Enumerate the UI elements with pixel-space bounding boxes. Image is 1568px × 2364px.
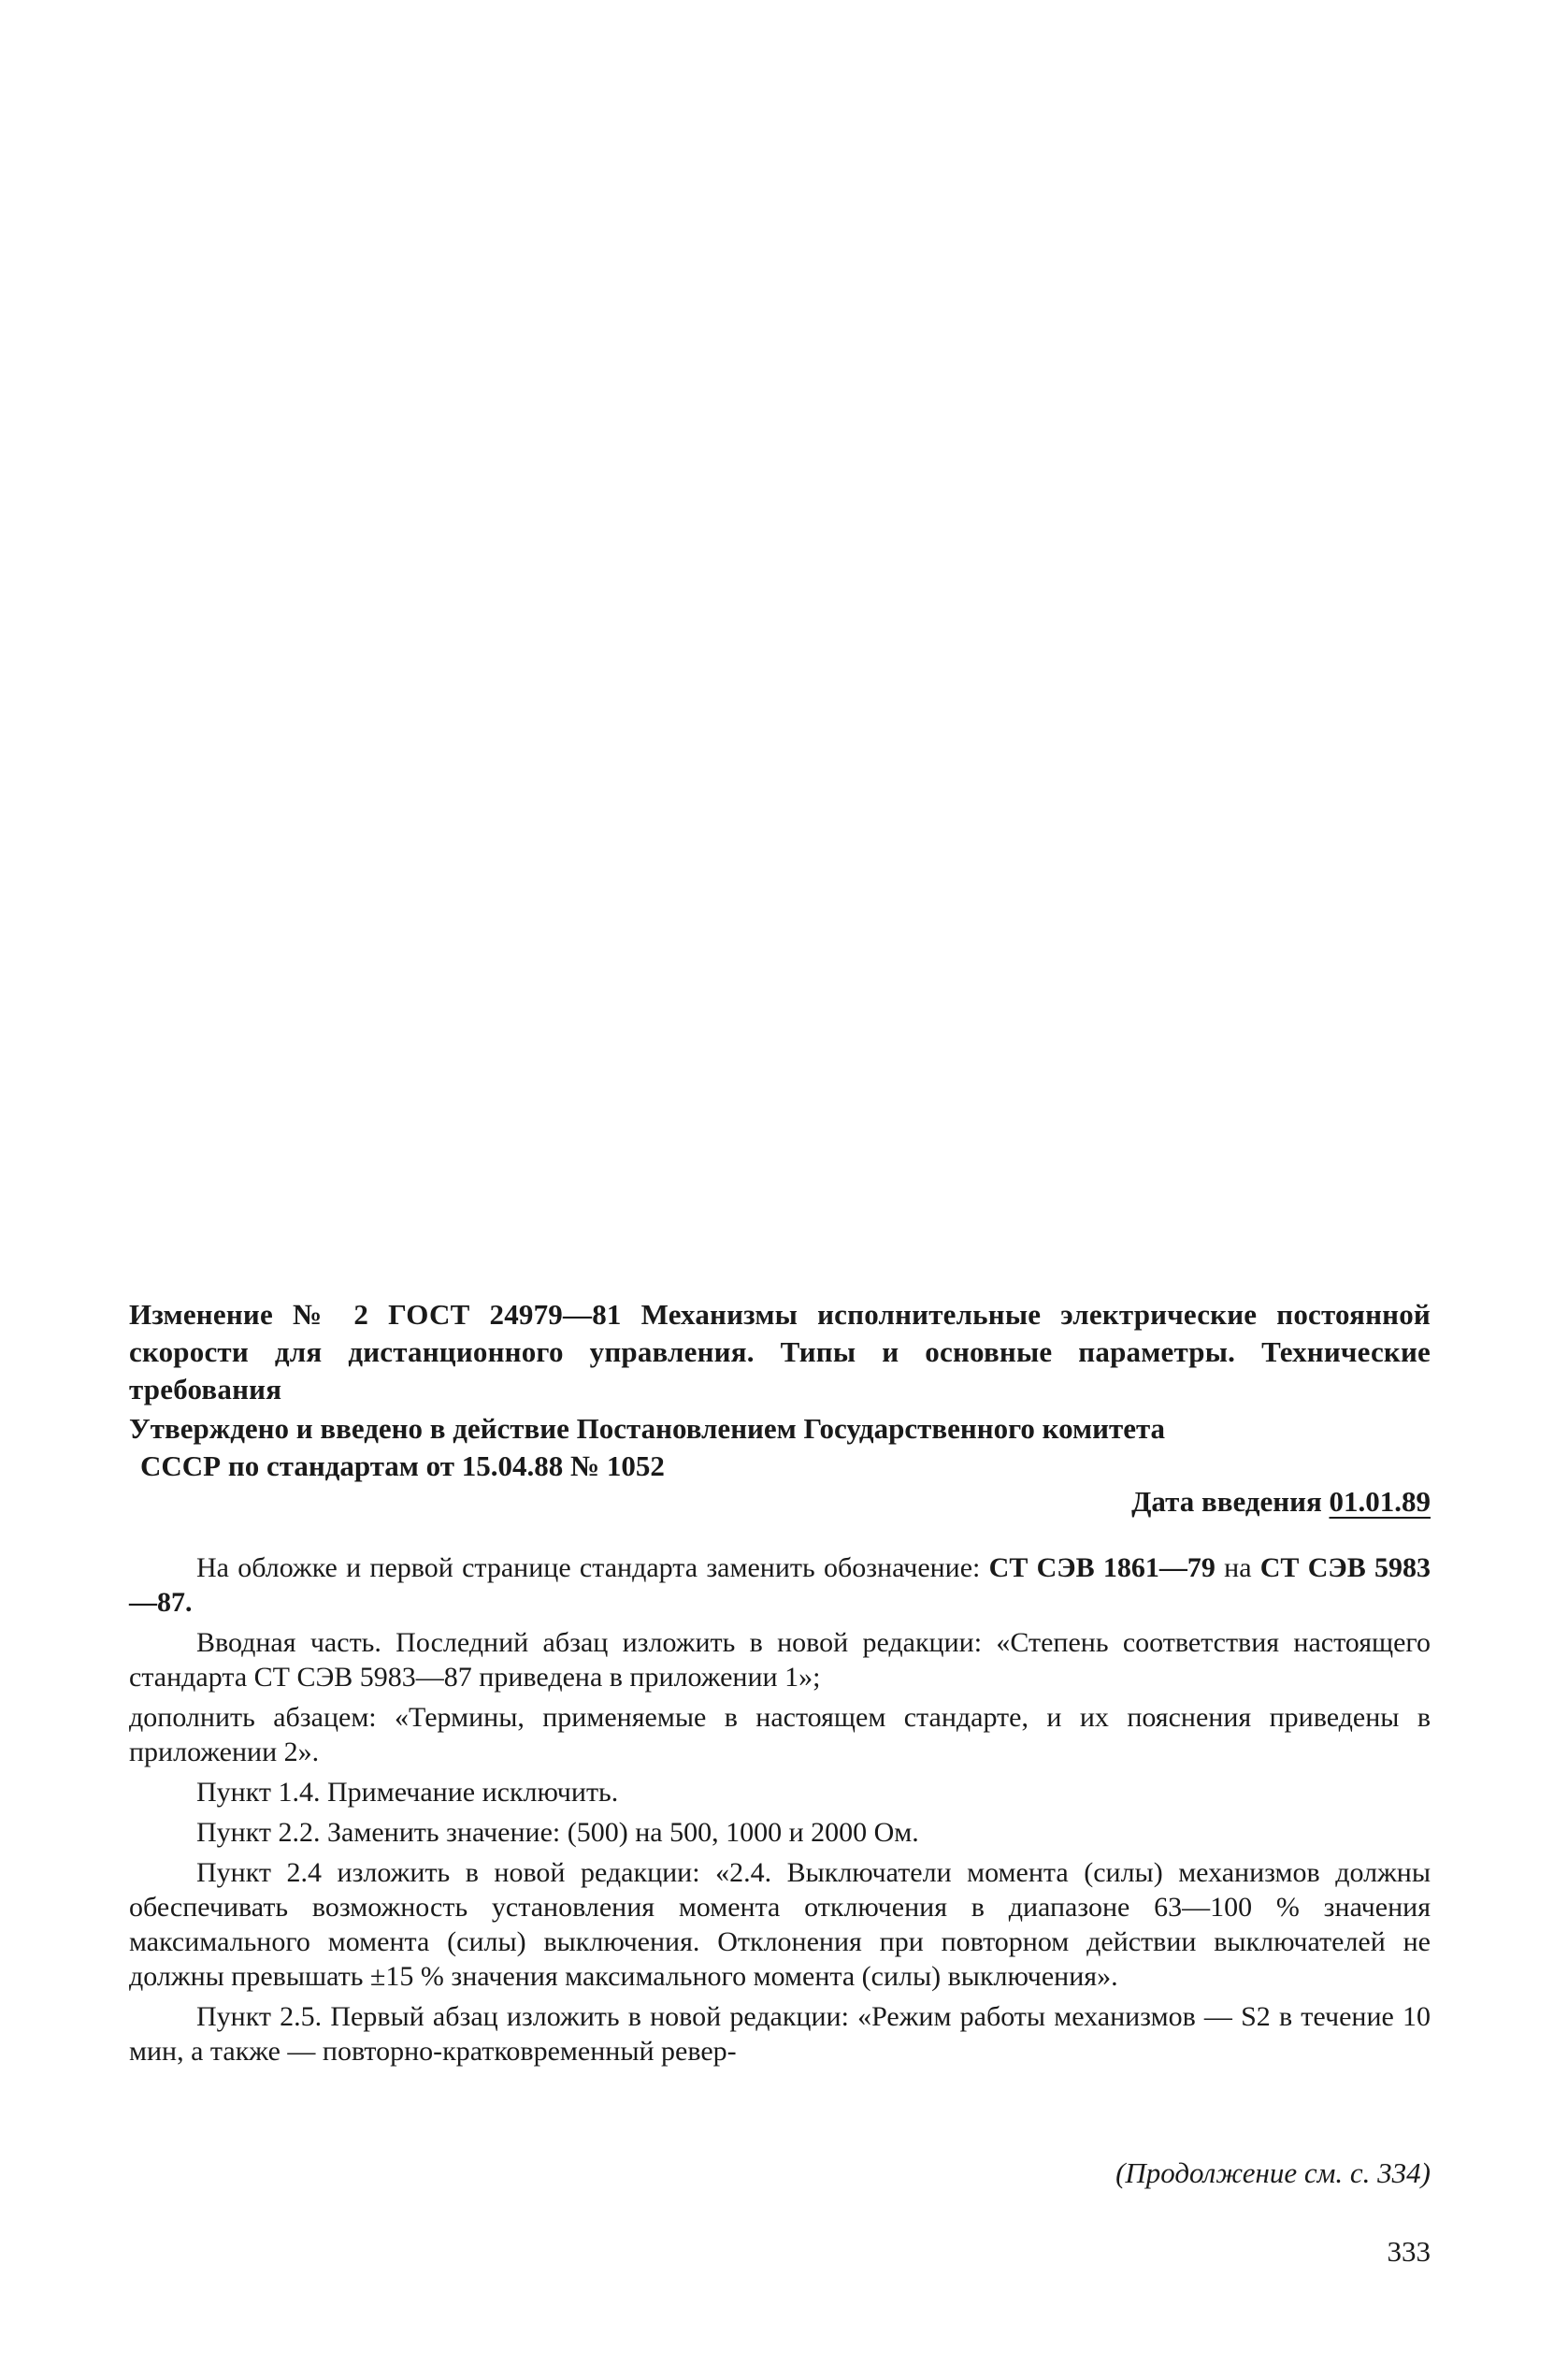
continued-note: (Продолжение см. с. 334) bbox=[1115, 2156, 1431, 2189]
paragraph-item-1-4: Пункт 1.4. Примечание исключить. bbox=[196, 1777, 619, 1808]
paragraph-intro-part: Вводная часть. Последний абзац изложить в новой редакции: «Степень соответствия настоящего стандарта СТ СЭВ 5983—87 приведена в приложении 1»; bbox=[129, 1627, 1431, 1693]
paragraph-add-terms: дополнить абзацем: «Термины, применяемые в настоящем стандарте, и их пояснения приведены в приложении 2». bbox=[129, 1702, 1431, 1767]
paragraph-cover-designation bbox=[129, 1550, 1431, 1620]
introduction-date-value: 01.01.89 bbox=[1329, 1485, 1431, 1518]
old-designation: СТ СЭВ 1861—79 bbox=[988, 1552, 1216, 1583]
approval-statement bbox=[129, 1410, 1431, 1485]
new-designation: СТ СЭВ 5983—87. bbox=[129, 1552, 1431, 1618]
amendment-heading: Изменение № 2 ГОСТ 24979—81 Механизмы исполнительные электрические постоянной скорости для дистанционного управления. Типы и основные параметры. Технические требования bbox=[129, 1298, 1431, 1405]
page-number: 333 bbox=[1387, 2235, 1431, 2268]
paragraph-text: на bbox=[1215, 1552, 1260, 1583]
paragraph-item-2-4: Пункт 2.4 изложить в новой редакции: «2.4. Выключатели момента (силы) механизмов должны обеспечивать возможность установления момента отключения в диапазоне 63—100 % значения максимального момента (силы) выключения. Отклонения при повторном действии выключателей не должны превышать ±15 % значения максимального момента (силы) выключения». bbox=[129, 1857, 1431, 1992]
approval-line-1: Утверждено и введено в действие Постановлением Государственного комитета bbox=[129, 1412, 1166, 1445]
approval-line-2: СССР по стандартам от 15.04.88 № 1052 bbox=[140, 1449, 665, 1482]
paragraph-text: На обложке и первой странице стандарта заменить обозначение: bbox=[196, 1552, 989, 1583]
introduction-date-label: Дата введения bbox=[1131, 1485, 1330, 1518]
introduction-date bbox=[1131, 1483, 1431, 1521]
amendment-body bbox=[129, 1550, 1431, 2074]
paragraph-item-2-5: Пункт 2.5. Первый абзац изложить в новой редакции: «Режим работы механизмов — S2 в течение 10 мин, а также — повторно-кратковременный ревер- bbox=[129, 2001, 1431, 2067]
paragraph-item-2-2: Пункт 2.2. Заменить значение: (500) на 500, 1000 и 2000 Ом. bbox=[196, 1817, 919, 1848]
